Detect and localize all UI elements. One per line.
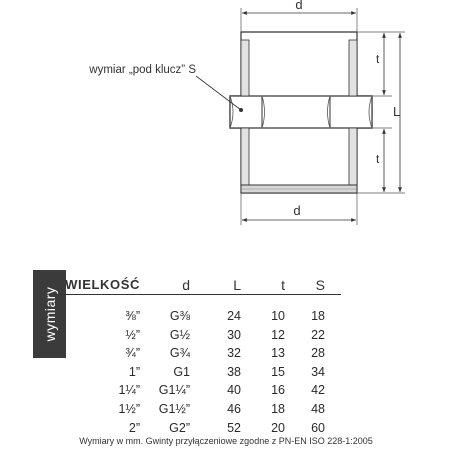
cell-l: 38 xyxy=(227,365,241,379)
dimensions-tab-label: wymiary xyxy=(41,286,58,342)
cell-l: 46 xyxy=(227,402,241,416)
cell-s: 60 xyxy=(311,421,325,435)
cell-d: G1 xyxy=(173,365,190,379)
header-d: d xyxy=(182,277,190,293)
cell-l: 24 xyxy=(227,309,241,323)
cell-size: 1¼” xyxy=(118,383,140,397)
cell-d: G1¼” xyxy=(158,383,190,397)
cell-s: 22 xyxy=(311,328,325,342)
cell-d: G⅜ xyxy=(169,309,190,323)
cell-s: 18 xyxy=(311,309,325,323)
cell-size: ½” xyxy=(125,328,140,342)
wrench-size-leader xyxy=(196,76,243,112)
dimensions-table xyxy=(60,272,360,435)
cell-t: 15 xyxy=(271,365,285,379)
wrench-size-label: wymiar „pod klucz” S xyxy=(89,64,196,76)
cell-size: ⅜” xyxy=(125,309,140,323)
header-t: t xyxy=(281,277,285,293)
cell-s: 28 xyxy=(311,346,325,360)
cell-d: G¾ xyxy=(169,346,190,360)
cell-l: 52 xyxy=(227,421,241,435)
cell-t: 20 xyxy=(271,421,285,435)
cell-d: G2” xyxy=(169,421,190,435)
cell-s: 42 xyxy=(311,383,325,397)
cell-s: 48 xyxy=(311,402,325,416)
dim-t-lower-label: t xyxy=(376,152,380,166)
cell-l: 32 xyxy=(227,346,241,360)
dim-d-bottom-label: d xyxy=(293,203,301,218)
dim-l-label: L xyxy=(393,104,401,119)
cell-t: 10 xyxy=(271,309,285,323)
cell-size: 1” xyxy=(128,365,140,379)
bottom-thread xyxy=(241,185,357,193)
cell-s: 34 xyxy=(311,365,325,379)
cell-size: 1½” xyxy=(118,402,140,416)
footnote: Wymiary w mm. Gwinty przyłączeniowe zgodne z PN-EN ISO 228-1:2005 xyxy=(79,436,373,446)
cell-t: 18 xyxy=(271,402,285,416)
cell-size: 2” xyxy=(128,421,140,435)
cell-d: G1½” xyxy=(158,402,190,416)
cell-t: 12 xyxy=(271,328,285,342)
cell-t: 16 xyxy=(271,383,285,397)
hex-section xyxy=(230,96,372,128)
cell-t: 13 xyxy=(271,346,285,360)
dim-d-top-label: d xyxy=(295,0,303,12)
header-size: WIELKOŚĆ xyxy=(65,277,140,292)
header-l: L xyxy=(233,277,241,293)
header-s: S xyxy=(315,277,325,293)
cell-l: 30 xyxy=(227,328,241,342)
cell-l: 40 xyxy=(227,383,241,397)
dim-t-upper-label: t xyxy=(376,52,380,66)
cell-size: ¾” xyxy=(125,346,140,360)
cell-d: G½ xyxy=(169,328,190,342)
